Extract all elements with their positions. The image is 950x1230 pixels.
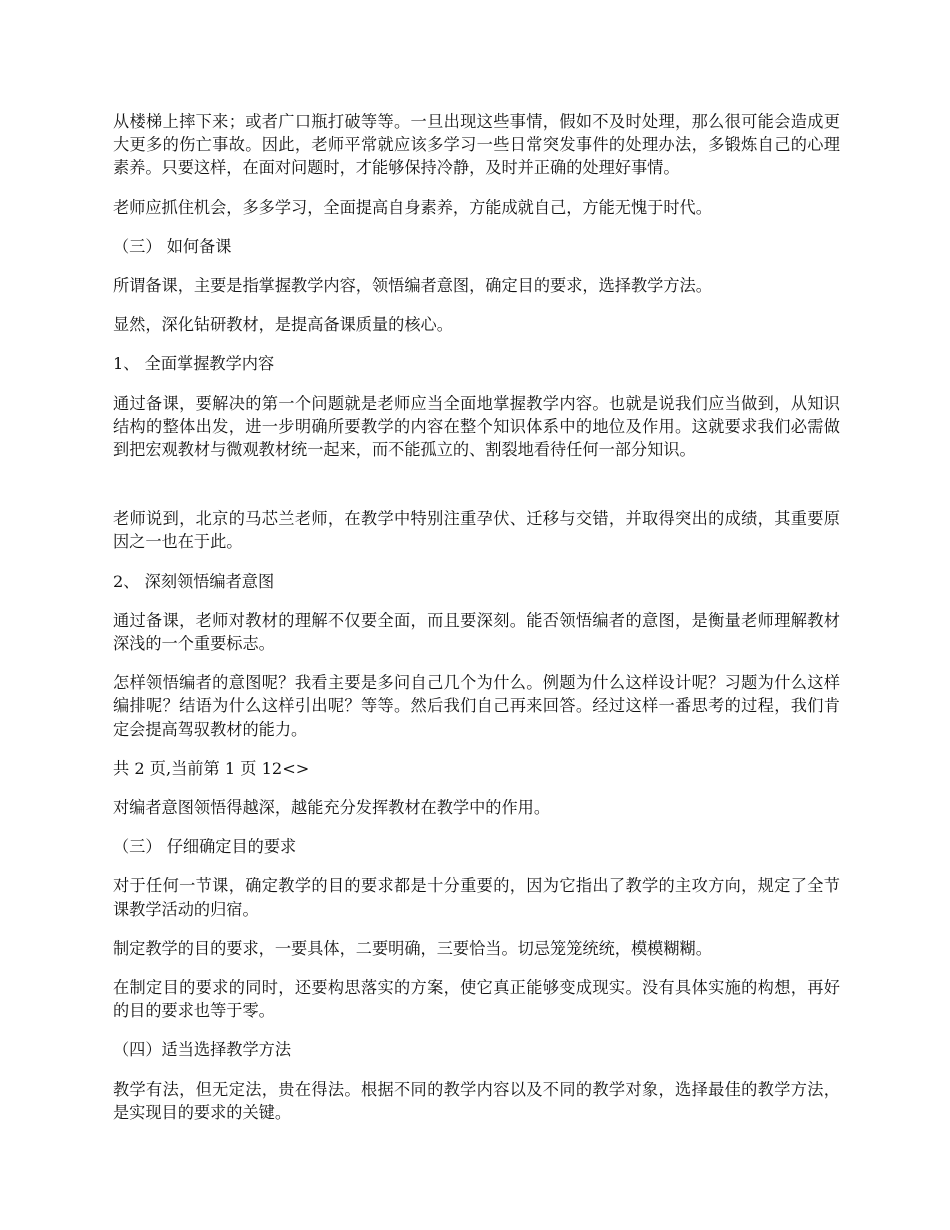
pagination-text[interactable]: 共 2 页,当前第 1 页 12<>: [113, 758, 310, 778]
heading-how-to-prepare: （三） 如何备课: [113, 236, 232, 256]
paragraph-master-content: 通过备课，要解决的第一个问题就是老师应当全面地掌握教学内容。也就是说我们应当做到，从知识结构的整体出发，进一步明确所要教学的内容在整个知识体系中的地位及作用。这就要求我们必需做到把宏观教材与微观教材统一起来，而不能孤立的、割裂地看待任何一部分知识。: [113, 393, 840, 460]
heading-editor-intent: 2、 深刻领悟编者意图: [113, 571, 275, 591]
paragraph-editor-intent: 通过备课，老师对教材的理解不仅要全面，而且要深刻。能否领悟编者的意图，是衡量老师理解教材深浅的一个重要标志。: [113, 610, 840, 654]
paragraph-accident-handling: 从楼梯上摔下来；或者广口瓶打破等等。一旦出现这些事情，假如不及时处理，那么很可能会造成更大更多的伤亡事故。因此，老师平常就应该多学习一些日常突发事件的处理办法，多锻炼自己的心理素养。只要这样，在面对问题时，才能够保持冷静，及时并正确的处理好事情。: [113, 112, 840, 178]
paragraph-seize-opportunity: 老师应抓住机会，多多学习，全面提高自身素养，方能成就自己，方能无愧于时代。: [113, 197, 712, 217]
paragraph-ask-why: 怎样领悟编者的意图呢？我看主要是多问自己几个为什么。例题为什么这样设计呢？习题为什么这样编排呢？结语为什么这样引出呢？等等。然后我们自己再来回答。经过这样一番思考的过程，我们肯定会提高驾驭教材的能力。: [113, 673, 840, 739]
paragraph-teaching-methods: 教学有法，但无定法，贵在得法。根据不同的教学内容以及不同的教学对象，选择最佳的教学方法，是实现目的要求的关键。: [113, 1079, 840, 1122]
paragraph-teacher-example: 老师说到，北京的马芯兰老师，在教学中特别注重孕伏、迁移与交错，并取得突出的成绩，其重要原因之一也在于此。: [113, 509, 840, 552]
paragraph-implementation-plan: 在制定目的要求的同时，还要构思落实的方案，使它真正能够变成现实。没有具体实施的构想，再好的目的要求也等于零。: [113, 978, 840, 1021]
paragraph-objectives-criteria: 制定教学的目的要求，一要具体，二要明确，三要恰当。切忌笼笼统统，模模糊糊。: [113, 938, 712, 958]
paragraph-lesson-prep-definition: 所谓备课，主要是指掌握教学内容，领悟编者意图，确定目的要求，选择教学方法。: [113, 276, 712, 296]
paragraph-objectives-importance: 对于任何一节课，确定教学的目的要求都是十分重要的，因为它指出了教学的主攻方向，规定了全节课教学活动的归宿。: [113, 876, 840, 919]
document-body: [113, 110, 840, 1124]
paragraph-deeper-understanding: 对编者意图领悟得越深，越能充分发挥教材在教学中的作用。: [113, 798, 551, 818]
heading-define-objectives: （三） 仔细确定目的要求: [113, 837, 297, 857]
paragraph-core-of-prep: 显然，深化钻研教材，是提高备课质量的核心。: [113, 315, 453, 335]
heading-choose-methods: （四）适当选择教学方法: [113, 1040, 292, 1060]
heading-master-content: 1、 全面掌握教学内容: [113, 354, 275, 374]
